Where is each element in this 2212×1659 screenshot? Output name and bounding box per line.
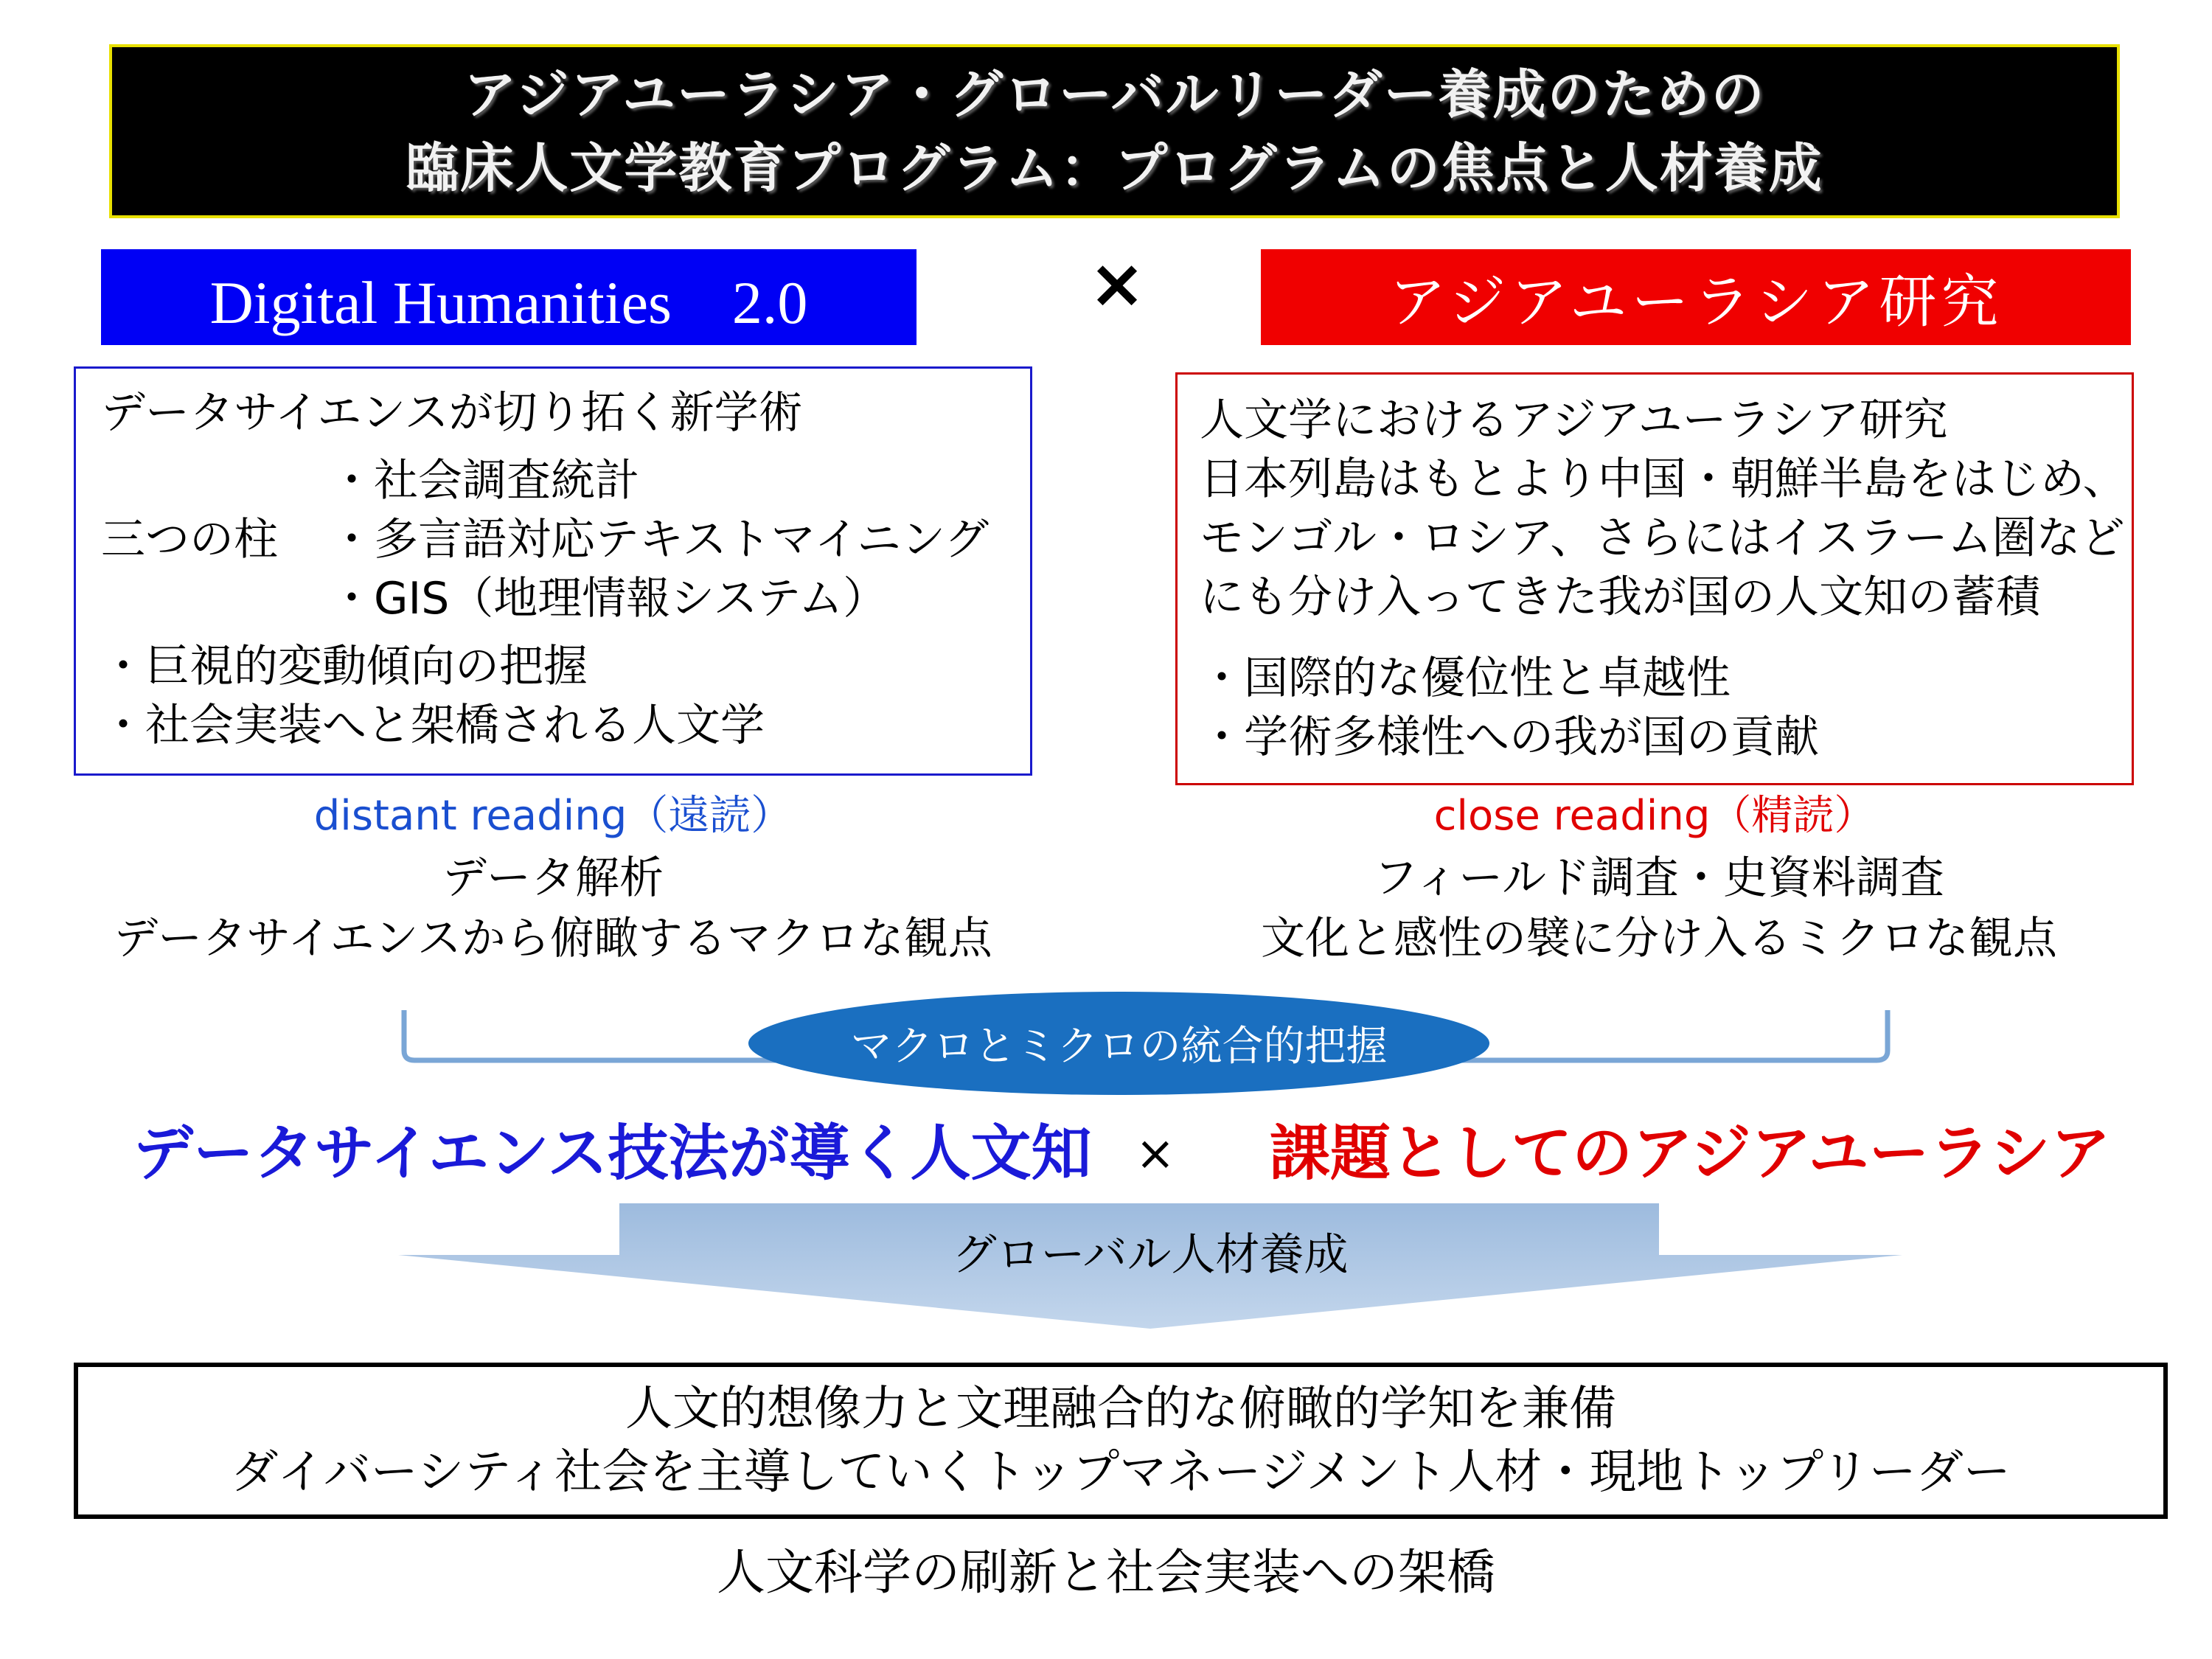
result-line: 人文的想像力と文理融合的な俯瞰的学知を兼備: [625, 1382, 1616, 1436]
pillars-label: 三つの柱: [101, 514, 278, 566]
pillars-list: [330, 451, 989, 628]
ae-intro-line: モンゴル・ロシア、さらにはイスラーム圏など: [1200, 512, 2125, 564]
digital-humanities-header: Digital Humanities 2.0: [101, 249, 917, 345]
close-reading-label: close reading（精読）: [1433, 792, 1876, 840]
desc-line: データサイエンスから俯瞰するマクロな観点: [114, 913, 992, 964]
ae-intro-line: にも分け入ってきた我が国の人文知の蓄積: [1200, 571, 2040, 623]
title-line-2: 臨床人文学教育プログラム：プログラムの焦点と人材養成: [406, 137, 1823, 199]
desc-line: フィールド調査・史資料調査: [1374, 852, 1944, 904]
ae-point: ・国際的な優位性と卓越性: [1200, 653, 1731, 704]
distant-reading-description: [59, 848, 1047, 969]
footer-text: 人文科学の刷新と社会実装への架橋: [717, 1544, 1495, 1601]
asia-eurasia-box: [1175, 372, 2134, 785]
ae-intro-line: 人文学におけるアジアユーラシア研究: [1200, 394, 1948, 446]
dh-point: ・社会実装へと架橋される人文学: [101, 700, 765, 751]
desc-line: データ解析: [442, 852, 664, 904]
times-symbol-middle: ×: [1135, 1127, 1175, 1181]
distant-reading-label: distant reading（遠読）: [313, 792, 793, 840]
pillar-item: ・GIS（地理情報システム）: [330, 573, 888, 625]
times-symbol-top: ×: [1088, 244, 1146, 323]
ae-point: ・学術多様性への我が国の貢献: [1200, 712, 1819, 763]
pillar-item: ・社会調査統計: [330, 455, 639, 507]
data-science-knowledge-heading: データサイエンス技法が導く人文知: [133, 1119, 1092, 1189]
desc-line: 文化と感性の襞に分け入るミクロな観点: [1261, 913, 2057, 964]
result-line: ダイバーシティ社会を主導していくトップマネージメント人材・現地トップリーダー: [231, 1445, 2011, 1500]
title-line-1: アジアユーラシア・グローバルリーダー養成のための: [463, 63, 1766, 125]
global-talent-label: グローバル人材養成: [952, 1229, 1349, 1281]
title-banner: [109, 44, 2120, 218]
dh-intro: データサイエンスが切り拓く新学術: [101, 387, 803, 439]
pillar-item: ・多言語対応テキストマイニング: [330, 514, 989, 566]
integration-ellipse: マクロとミクロの統合的把握: [748, 992, 1489, 1095]
result-box: [74, 1363, 2168, 1519]
dh-point: ・巨視的変動傾向の把握: [101, 641, 588, 692]
ae-intro-line: 日本列島はもとより中国・朝鮮半島をはじめ、: [1200, 453, 2127, 505]
close-reading-description: [1180, 848, 2138, 969]
asia-eurasia-challenge-heading: 課題としてのアジアユーラシア: [1270, 1119, 2111, 1189]
pillars-row: [101, 451, 1030, 628]
digital-humanities-box: [74, 366, 1032, 776]
asia-eurasia-header: アジアユーラシア研究: [1261, 249, 2131, 345]
